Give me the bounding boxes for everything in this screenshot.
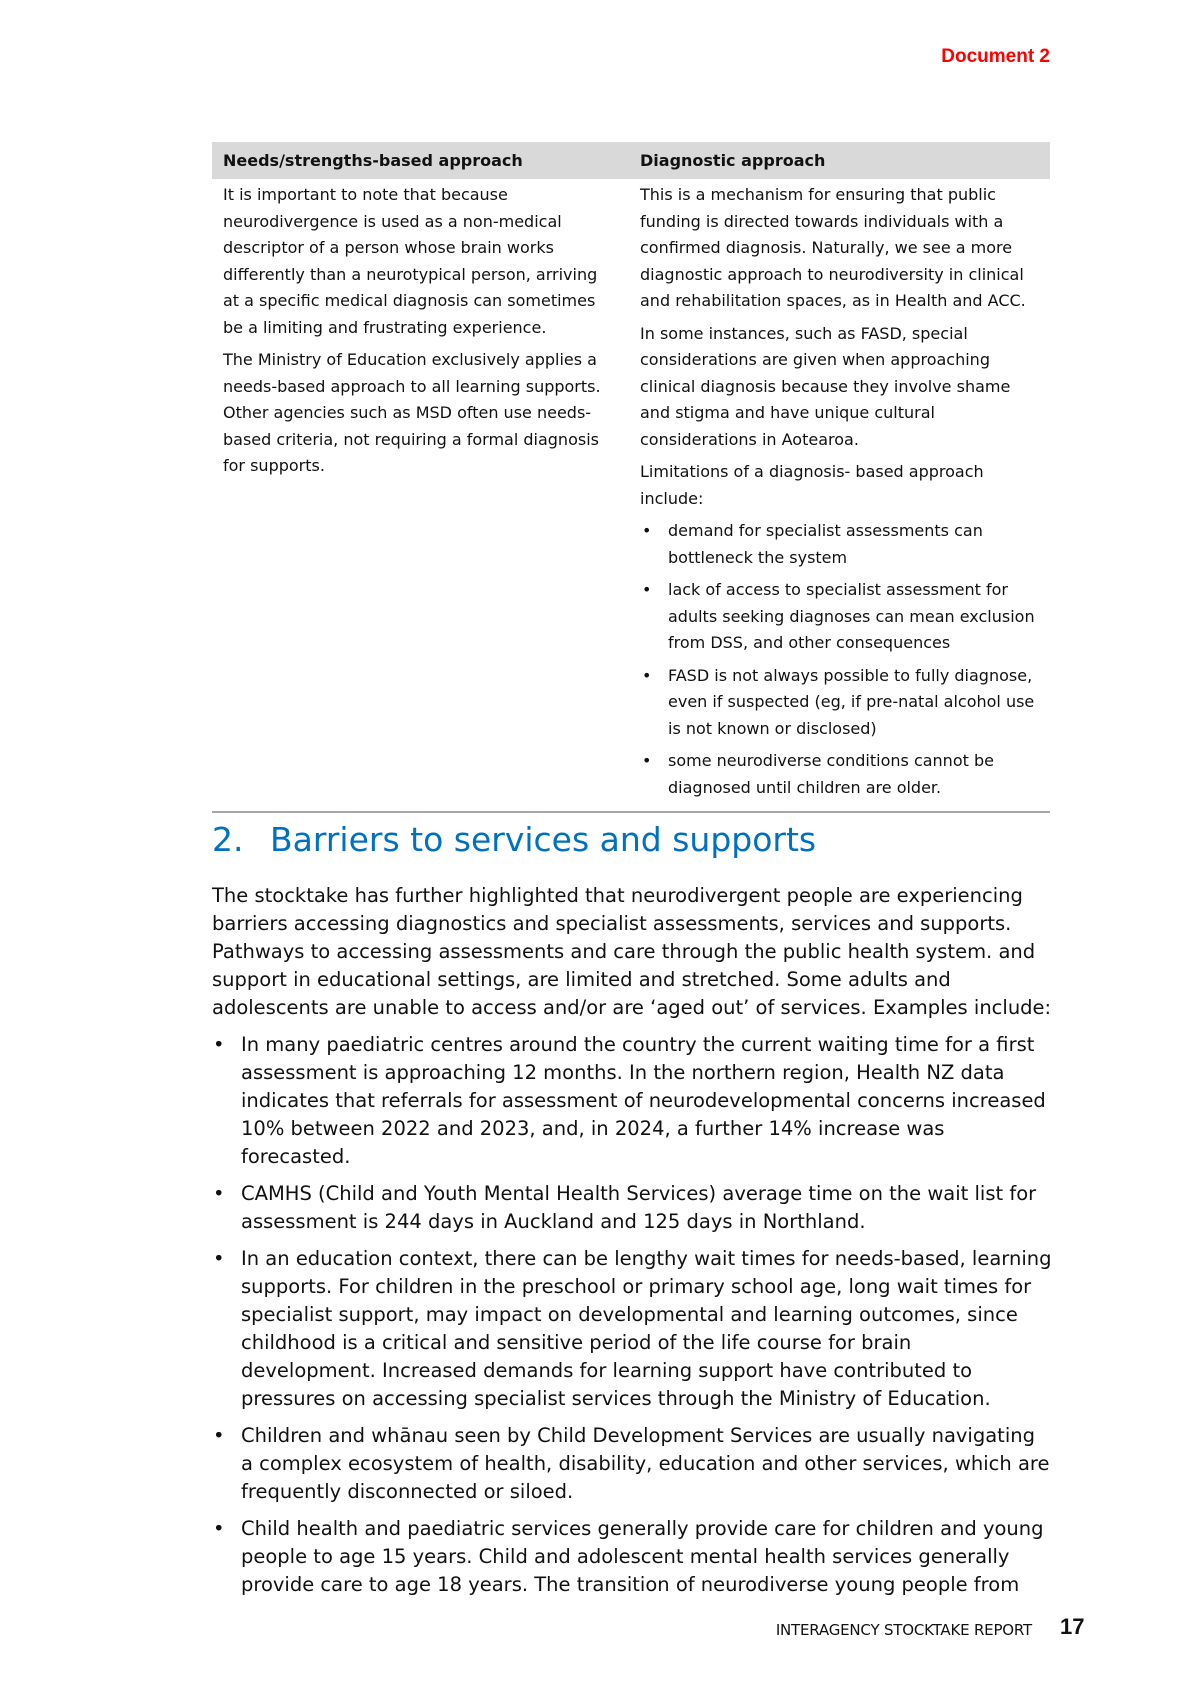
paragraph: It is important to note that because neurodivergence is used as a non-medical descriptor of a person whose brain works differently than a neurotypical person, arriving at a specific medical diagnosis can sometimes be a limiting and frustrating experience.: [223, 185, 598, 337]
limitations-list: [640, 518, 1039, 801]
bullet-icon: •: [642, 580, 652, 599]
list-item: [212, 1031, 1052, 1171]
paragraph: Limitations of a diagnosis- based approach include:: [640, 462, 984, 508]
bullet-icon: •: [642, 751, 652, 770]
list-item-text: lack of access to specialist assessment for adults seeking diagnoses can mean exclusion from DSS, and other consequences: [668, 580, 1035, 652]
list-item: [212, 1422, 1052, 1506]
list-item: [212, 1180, 1052, 1236]
section-heading: [212, 818, 816, 862]
bullet-icon: •: [213, 1247, 225, 1270]
list-item-text: some neurodiverse conditions cannot be diagnosed until children are older.: [668, 751, 994, 797]
list-item: [640, 663, 1039, 743]
section-body: [212, 882, 1052, 1608]
document-label: Document 2: [941, 46, 1050, 67]
list-item: [212, 1245, 1052, 1413]
list-item: [212, 1515, 1052, 1599]
bullet-icon: •: [642, 521, 652, 540]
bullet-icon: •: [213, 1033, 225, 1056]
table-row: [212, 179, 1050, 812]
comparison-table: [212, 142, 1050, 813]
section-title: Barriers to services and supports: [270, 820, 817, 859]
paragraph: This is a mechanism for ensuring that public funding is directed towards individuals with a confirmed diagnosis. Naturally, we see a more diagnostic approach to neurodiversity in clinical and rehabilitation spaces, as in Health and ACC.: [640, 185, 1026, 310]
list-item-text: In an education context, there can be lengthy wait times for needs-based, learning supports. For children in the preschool or primary school age, long wait times for specialist support, may impact on developmental and learning outcomes, since childhood is a critical and sensitive period of the life course for brain development. Increased demands for learning support have contributed to pressures on accessing specialist services through the Ministry of Education.: [241, 1247, 1052, 1410]
barriers-list: [212, 1031, 1052, 1599]
page-number: 17: [1060, 1614, 1085, 1639]
column-heading-needs-based: Needs/strengths-based approach: [212, 142, 629, 179]
list-item-text: FASD is not always possible to fully diagnose, even if suspected (eg, if pre-natal alcohol use is not known or disclosed): [668, 665, 1035, 738]
list-item: [640, 748, 1039, 801]
intro-paragraph: The stocktake has further highlighted that neurodivergent people are experiencing barriers accessing diagnostics and specialist assessments, services and supports. Pathways to accessing assessments and care through the public health system. and support in educational settings, are limited and stretched. Some adults and adolescents are unable to access and/or are ‘aged out’ of services. Examples include:: [212, 884, 1052, 1019]
column-heading-diagnostic: Diagnostic approach: [629, 142, 1050, 179]
bullet-icon: •: [213, 1517, 225, 1540]
paragraph: The Ministry of Education exclusively applies a needs-based approach to all learning supports. Other agencies such as MSD often use needs-based criteria, not requiring a formal diagnosis for supports.: [223, 350, 601, 475]
needs-based-cell: [212, 179, 629, 812]
table-header-row: [212, 142, 1050, 179]
paragraph: In some instances, such as FASD, special considerations are given when approaching clinical diagnosis because they involve shame and stigma and have unique cultural considerations in Aotearoa.: [640, 323, 1011, 449]
list-item: [640, 518, 1039, 571]
bullet-icon: •: [213, 1182, 225, 1205]
diagnostic-cell: [629, 179, 1050, 812]
list-item: [640, 577, 1039, 657]
bullet-icon: •: [213, 1424, 225, 1447]
list-item-text: Children and whānau seen by Child Development Services are usually navigating a complex ecosystem of health, disability, education and other services, which are frequently disconnected or siloed.: [241, 1424, 1050, 1503]
section-number: 2.: [212, 820, 244, 859]
bullet-icon: •: [642, 665, 652, 685]
footer-report-title: INTERAGENCY STOCKTAKE REPORT: [775, 1621, 1032, 1639]
list-item-text: demand for specialist assessments can bottleneck the system: [668, 521, 983, 567]
list-item-text: Child health and paediatric services generally provide care for children and young people to age 15 years. Child and adolescent mental health services generally provide care to age 18 years. The transition of neurodiverse young people from: [241, 1517, 1044, 1596]
list-item-text: In many paediatric centres around the country the current waiting time for a first assessment is approaching 12 months. In the northern region, Health NZ data indicates that referrals for assessment of neurodevelopmental concerns increased 10% between 2022 and 2023, and, in 2024, a further 14% increase was forecasted.: [241, 1033, 1046, 1168]
list-item-text: CAMHS (Child and Youth Mental Health Services) average time on the wait list for assessment is 244 days in Auckland and 125 days in Northland.: [241, 1182, 1037, 1233]
